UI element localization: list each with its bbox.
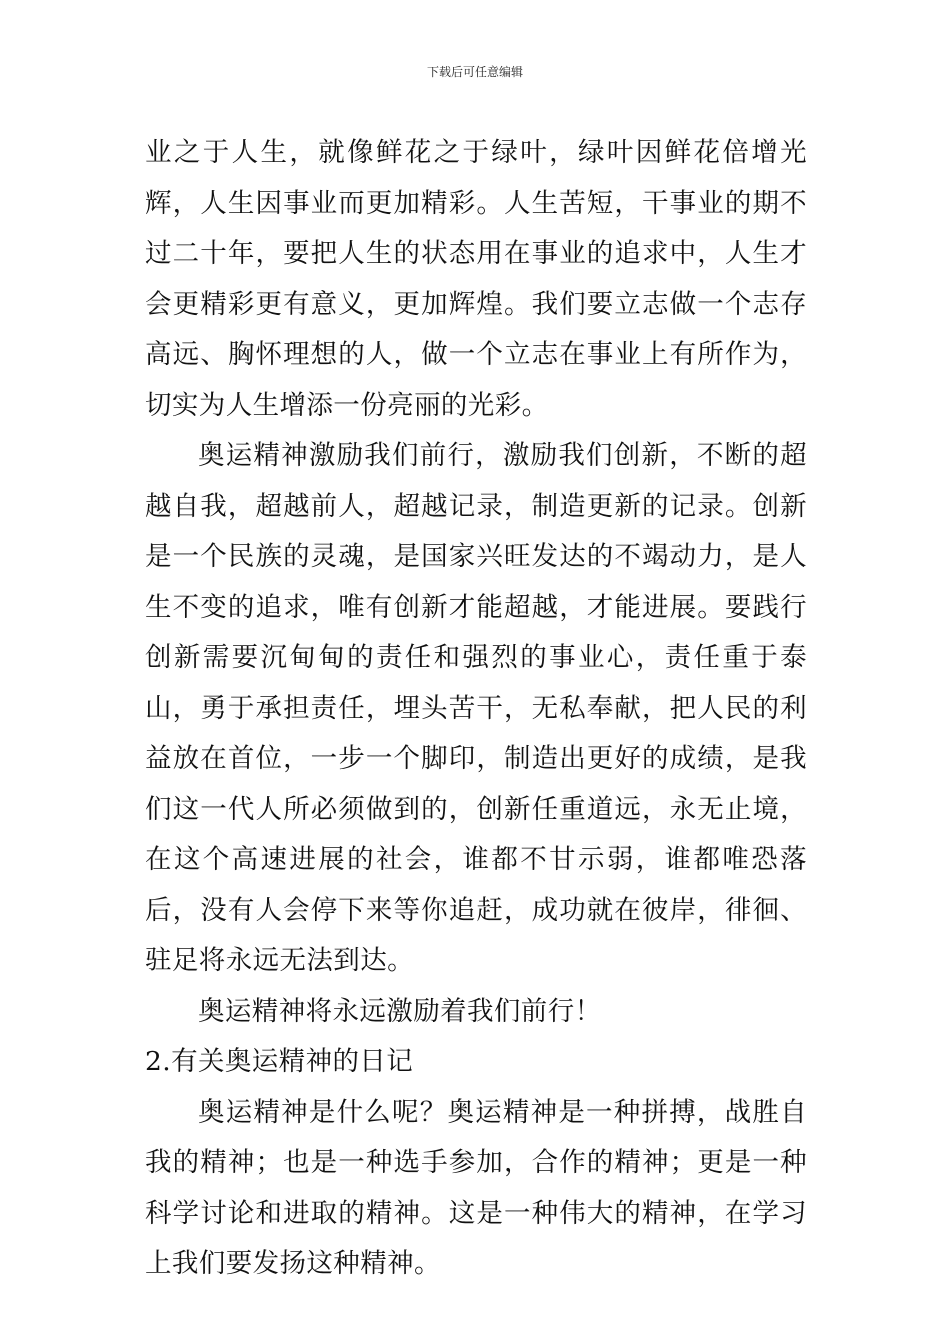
paragraph-diary-intro: 奥运精神是什么呢？奥运精神是一种拼搏，战胜自我的精神；也是一种选手参加，合作的精神；更是一种科学讨论和进取的精神。这是一种伟大的精神，在学习上我们要发扬这种精神。: [145, 1096, 807, 1279]
paragraph-olympic-spirit-closing: 奥运精神将永远激励着我们前行！: [198, 995, 602, 1027]
paragraph-olympic-spirit-innovation: 奥运精神激励我们前行，激励我们创新，不断的超越自我，超越前人，超越记录，制造更新的记录。创新是一个民族的灵魂，是国家兴旺发达的不竭动力，是人生不变的追求，唯有创新才能超越，才能进展。要践行创新需要沉甸甸的责任和强烈的事业心，责任重于泰山，勇于承担责任，埋头苦干，无私奉献，把人民的利益放在首位，一步一个脚印，制造出更好的成绩，是我们这一代人所必须做到的，创新任重道远，永无止境，在这个高速进展的社会，谁都不甘示弱，谁都唯恐落后，没有人会停下来等你追赶，成功就在彼岸，徘徊、驻足将永远无法到达。: [145, 440, 807, 976]
paragraph-continuation: 业之于人生，就像鲜花之于绿叶，绿叶因鲜花倍增光辉，人生因事业而更加精彩。人生苦短，干事业的期不过二十年，要把人生的状态用在事业的追求中，人生才会更精彩更有意义，更加辉煌。我们要立志做一个志存高远、胸怀理想的人，做一个立志在事业上有所作为，切实为人生增添一份亮丽的光彩。: [145, 137, 807, 421]
page-header: 下载后可任意编辑: [426, 65, 523, 79]
section-heading: 2.有关奥运精神的日记: [145, 1046, 414, 1077]
document-body: [145, 128, 807, 1290]
